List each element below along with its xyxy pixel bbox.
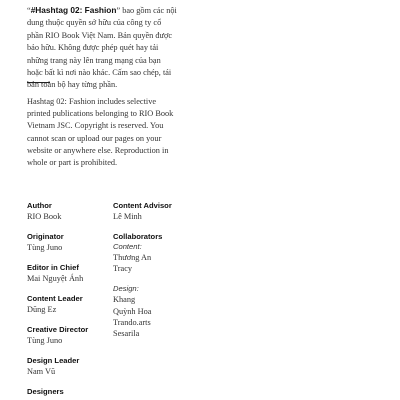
collaborator-name: Thương An	[113, 253, 152, 262]
credit-name: Mai Nguyệt Ánh	[27, 274, 84, 283]
credit-creative-director	[27, 325, 117, 346]
credit-role: Author	[27, 201, 52, 210]
credit-role: Editor in Chief	[27, 263, 79, 272]
credit-content-advisor	[113, 201, 203, 222]
credit-design-leader	[27, 356, 117, 377]
collaborator-name: Sesarila	[113, 329, 140, 339]
credit-role: Originator	[27, 232, 64, 241]
credit-content-leader	[27, 294, 117, 315]
credit-role: Creative Director	[27, 325, 89, 334]
credit-role: Collaborators	[113, 232, 163, 241]
collaborator-name: Trando.arts	[113, 317, 151, 327]
collaborator-name: Quỳnh Hoa	[113, 306, 152, 316]
collaborator-name: Tracy	[113, 264, 133, 274]
credit-role: Design Leader	[27, 356, 80, 365]
collaborators-content-label: Content:	[113, 242, 142, 251]
credit-originator	[27, 232, 117, 253]
credit-name: Lê Minh	[113, 212, 142, 221]
credit-role: Content Leader	[27, 294, 83, 303]
english-copyright-notice: Hashtag 02: Fashion includes selective printed publications belonging to RIO Book Vietnam JSC. Copyright is reserved. You cannot scan or upload our pages on your website or anywhere else. Reproduction in whole or part is prohibited.	[27, 97, 174, 168]
credit-name: Dũng Ez	[27, 305, 57, 314]
credit-name: Tùng Juno	[27, 336, 63, 345]
credit-role: Designers	[27, 387, 64, 396]
vietnamese-copyright-notice: “#Hashtag 02: Fashion” bao gồm các nội dung thuộc quyền sở hữu của công ty cổ phần RIO Book Việt Nam. Bản quyền được bảo hữu. Không được phép quét hay tải những trang này lên trang mạng của bạn hoặc bất kì nơi nào khác. Cấm sao chép, tái bản toàn bộ hay từng phần.	[27, 5, 177, 90]
hashtag-title: #Hashtag 02: Fashion	[30, 5, 117, 15]
credit-name: Tùng Juno	[27, 243, 63, 252]
credit-role: Content Advisor	[113, 201, 172, 210]
credit-name: Nam Vũ	[27, 367, 56, 376]
collaborators-design-label: Design:	[113, 284, 139, 294]
credit-name: RIO Book	[27, 212, 62, 221]
vietnamese-notice-text: bao gồm các nội dung thuộc quyền sở hữu của công ty cổ phần RIO Book Việt Nam. Bản quyền được bảo hữu. Không được phép quét hay tải những trang này lên trang mạng của bạn hoặc bất kì nơi nào khác. Cấm sao chép, tái bản toàn bộ hay từng phần.	[27, 6, 177, 90]
credit-author	[27, 201, 117, 222]
credit-editor-in-chief	[27, 263, 117, 284]
divider-rule	[27, 82, 50, 83]
credit-collaborators	[113, 232, 203, 339]
collaborator-name: Khang	[113, 295, 136, 305]
credit-designers	[27, 387, 117, 397]
